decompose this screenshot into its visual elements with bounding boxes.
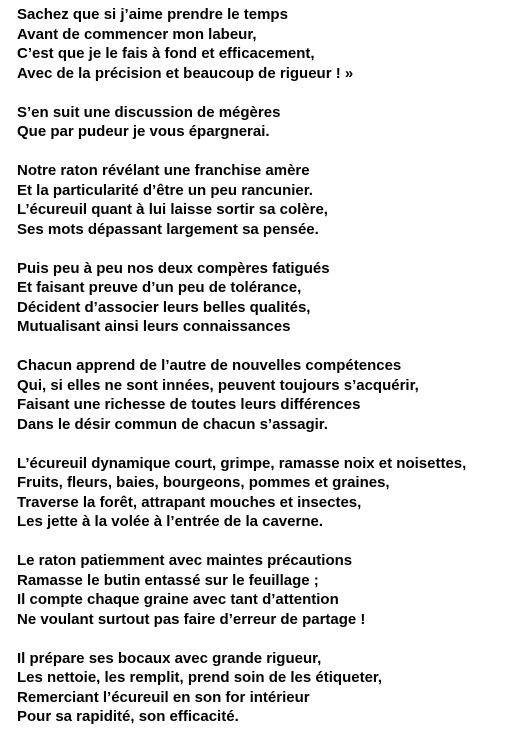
- poem-line: S’en suit une discussion de mégères: [17, 103, 281, 121]
- stanza-8: [17, 649, 511, 727]
- poem-line: Puis peu à peu nos deux compères fatigués: [17, 259, 330, 277]
- poem-line: Faisant une richesse de toutes leurs différences: [17, 396, 361, 413]
- poem-line: Dans le désir commun de chacun s’assagir.: [17, 415, 328, 433]
- stanza-6: [17, 454, 511, 532]
- poem-line: Traverse la forêt, attrapant mouches et insectes,: [17, 493, 362, 511]
- poem-line: Le raton patiemment avec maintes précautions: [17, 552, 353, 569]
- poem-line: Que par pudeur je vous épargnerai.: [17, 123, 270, 140]
- stanza-1: [17, 5, 511, 83]
- poem-line: Décident d’associer leurs belles qualités,: [17, 298, 311, 316]
- poem-line: Avec de la précision et beaucoup de rigueur ! »: [17, 64, 354, 82]
- poem-line: Les jette à la volée à l’entrée de la caverne.: [17, 513, 323, 530]
- stanza-7: [17, 551, 511, 629]
- poem-line: Mutualisant ainsi leurs connaissances: [17, 318, 291, 335]
- poem-line: Avant de commencer mon labeur,: [17, 25, 257, 43]
- stanza-2: [17, 103, 511, 142]
- poem-body: [17, 5, 511, 746]
- poem-line: Chacun apprend de l’autre de nouvelles compétences: [17, 357, 402, 374]
- poem-line: Pour sa rapidité, son efficacité.: [17, 708, 239, 725]
- poem-line: C’est que je le fais à fond et efficacement,: [17, 45, 315, 62]
- poem-line: Ramasse le butin entassé sur le feuillage ;: [17, 571, 319, 589]
- poem-line: L’écureuil dynamique court, grimpe, ramasse noix et noisettes,: [17, 454, 467, 472]
- poem-line: Sachez que si j’aime prendre le temps: [17, 6, 288, 23]
- poem-line: L’écureuil quant à lui laisse sortir sa colère,: [17, 201, 328, 218]
- poem-line: Fruits, fleurs, baies, bourgeons, pommes et graines,: [17, 474, 390, 491]
- stanza-5: [17, 356, 511, 434]
- poem-line: Et faisant preuve d’un peu de tolérance,: [17, 279, 302, 296]
- poem-line: Qui, si elles ne sont innées, peuvent toujours s’acquérir,: [17, 376, 419, 394]
- poem-line: Ses mots dépassant largement sa pensée.: [17, 220, 319, 238]
- poem-line: Les nettoie, les remplit, prend soin de les étiqueter,: [17, 669, 383, 686]
- poem-line: Il prépare ses bocaux avec grande rigueur,: [17, 649, 322, 667]
- poem-line: Il compte chaque graine avec tant d’attention: [17, 591, 339, 608]
- poem-line: Notre raton révélant une franchise amère: [17, 162, 310, 179]
- stanza-4: [17, 259, 511, 337]
- poem-line: Remerciant l’écureuil en son for intérieur: [17, 688, 310, 706]
- poem-line: Et la particularité d’être un peu rancunier.: [17, 181, 313, 199]
- stanza-3: [17, 161, 511, 239]
- poem-line: Ne voulant surtout pas faire d’erreur de partage !: [17, 610, 366, 628]
